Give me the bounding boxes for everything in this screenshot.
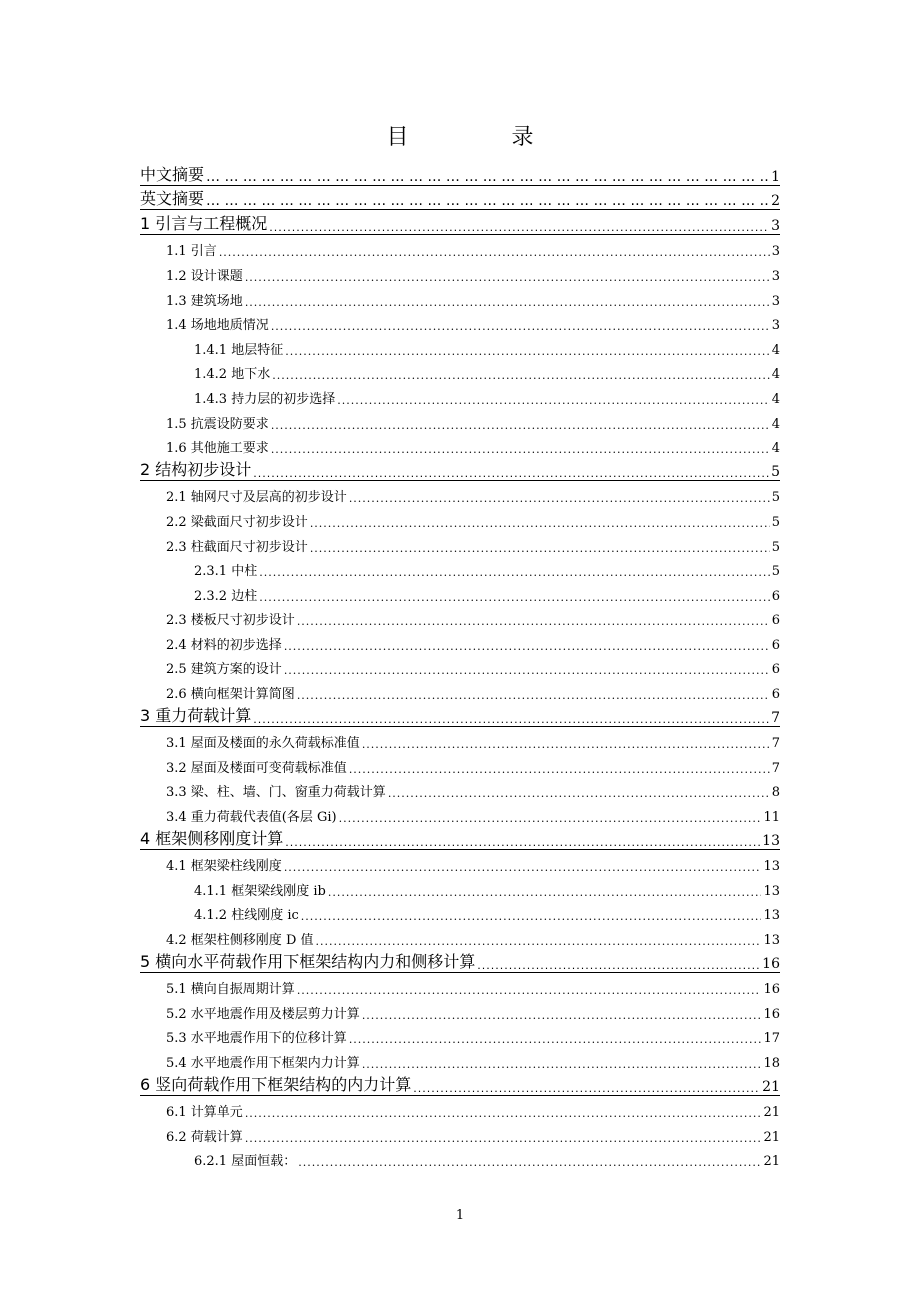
toc-entry-page: 5 xyxy=(771,463,780,480)
toc-entry[interactable] xyxy=(140,727,780,752)
toc-entry[interactable] xyxy=(140,1096,780,1121)
toc-entry[interactable] xyxy=(140,702,780,727)
toc-entry-title: 1.2 设计课题 xyxy=(166,268,243,284)
toc-entry[interactable] xyxy=(140,407,780,432)
toc-entry-title: 4.1.2 柱线刚度 ic xyxy=(194,908,299,924)
toc-dot-leader xyxy=(362,1009,762,1022)
toc-dot-leader xyxy=(245,296,770,309)
toc-entry-title: 6.1 计算单元 xyxy=(166,1105,243,1121)
toc-entry[interactable] xyxy=(140,825,780,850)
toc-entry[interactable] xyxy=(140,358,780,383)
toc-entry-title: 5.1 横向自振周期计算 xyxy=(166,982,295,998)
toc-dot-leader xyxy=(271,320,770,333)
toc-dot-leader xyxy=(259,566,770,579)
toc-entry[interactable] xyxy=(140,1022,780,1047)
toc-entry[interactable] xyxy=(140,628,780,653)
toc-dot-leader xyxy=(253,710,769,726)
toc-entry[interactable] xyxy=(140,555,780,580)
toc-entry-page: 4 xyxy=(771,441,780,457)
toc-dot-leader xyxy=(271,443,770,456)
toc-entry-page: 5 xyxy=(771,564,780,580)
toc-entry-page: 17 xyxy=(763,1031,780,1047)
toc-entry-page: 21 xyxy=(763,1129,780,1145)
toc-entry-page: 4 xyxy=(771,416,780,432)
toc-entry-title: 5.4 水平地震作用下框架内力计算 xyxy=(166,1055,360,1071)
toc-dot-leader xyxy=(298,1156,761,1169)
toc-dot-leader xyxy=(245,1132,762,1145)
toc-entry[interactable] xyxy=(140,284,780,309)
toc-entry-title: 2.6 横向框架计算简图 xyxy=(166,687,295,703)
toc-entry-page: 16 xyxy=(763,1006,780,1022)
toc-entry-title: 5 横向水平荷载作用下框架结构内力和侧移计算 xyxy=(140,951,476,971)
toc-entry-page: 1 xyxy=(771,168,780,185)
toc-entry-page: 4 xyxy=(771,367,780,383)
toc-entry-page: 6 xyxy=(771,662,780,678)
toc-entry[interactable] xyxy=(140,1145,780,1170)
toc-entry-page: 4 xyxy=(771,342,780,358)
toc-dot-leader xyxy=(245,271,770,284)
toc-entry-title: 1.4.3 持力层的初步选择 xyxy=(194,391,336,407)
toc-entry-title: 2 结构初步设计 xyxy=(140,459,252,479)
toc-entry-title: 4.2 框架柱侧移刚度 D 值 xyxy=(166,933,314,948)
toc-entry[interactable] xyxy=(140,530,780,555)
toc-entry-title: 1.6 其他施工要求 xyxy=(166,441,269,457)
toc-dot-leader xyxy=(219,246,770,259)
toc-entry[interactable] xyxy=(140,997,780,1022)
toc-entry-title: 2.3.2 边柱 xyxy=(194,588,258,604)
toc-entry-title: 4 框架侧移刚度计算 xyxy=(140,828,284,848)
toc-dot-leader xyxy=(297,689,770,702)
toc-entry-title: 1.4 场地地质情况 xyxy=(166,318,269,334)
toc-entry[interactable] xyxy=(140,505,780,530)
toc-entry-title: 5.2 水平地震作用及楼层剪力计算 xyxy=(166,1006,360,1022)
toc-entry[interactable] xyxy=(140,1046,780,1071)
toc-entry-page: 5 xyxy=(771,490,780,506)
toc-entry[interactable] xyxy=(140,456,780,481)
toc-entry-title: 中文摘要 xyxy=(140,164,205,184)
toc-entry-page: 2 xyxy=(771,193,780,210)
toc-dot-leader xyxy=(206,193,769,209)
toc-entry-page: 6 xyxy=(771,637,780,653)
toc-entry[interactable] xyxy=(140,235,780,260)
toc-entry-title: 3.1 屋面及楼面的永久荷载标准值 xyxy=(166,736,360,752)
toc-entry[interactable] xyxy=(140,382,780,407)
toc-entry[interactable] xyxy=(140,899,780,924)
toc-entry-page: 6 xyxy=(771,687,780,703)
toc-entry-page: 13 xyxy=(762,832,780,849)
toc-dot-leader xyxy=(349,492,770,505)
toc-dot-leader xyxy=(349,763,770,776)
toc-entry[interactable] xyxy=(140,259,780,284)
toc-entry-title: 3 重力荷载计算 xyxy=(140,705,252,725)
toc-entry-title: 2.3 柱截面尺寸初步设计 xyxy=(166,539,308,555)
toc-dot-leader xyxy=(284,664,770,677)
toc-entry-title: 3.2 屋面及楼面可变荷载标准值 xyxy=(166,760,347,776)
toc-entry-page: 21 xyxy=(763,1105,780,1121)
toc-entry[interactable] xyxy=(140,432,780,457)
toc-entry-title: 1 引言与工程概况 xyxy=(140,213,268,233)
toc-dot-leader xyxy=(388,787,770,800)
toc-entry-title: 3.3 梁、柱、墙、门、窗重力荷载计算 xyxy=(166,785,386,801)
toc-entry[interactable] xyxy=(140,850,780,875)
toc-dot-leader xyxy=(206,169,769,185)
table-of-contents xyxy=(140,161,780,1169)
toc-entry-title: 6.2 荷载计算 xyxy=(166,1129,243,1145)
toc-entry-page: 3 xyxy=(771,268,780,284)
toc-entry-page: 5 xyxy=(771,514,780,530)
toc-entry[interactable] xyxy=(140,973,780,998)
toc-dot-leader xyxy=(413,1079,760,1095)
toc-entry[interactable] xyxy=(140,874,780,899)
toc-dot-leader xyxy=(271,419,770,432)
toc-entry-page: 13 xyxy=(763,908,780,924)
toc-entry-page: 6 xyxy=(771,588,780,604)
toc-dot-leader xyxy=(349,1033,762,1046)
toc-entry[interactable] xyxy=(140,210,780,235)
toc-dot-leader xyxy=(259,591,770,604)
toc-entry[interactable] xyxy=(140,653,780,678)
toc-entry-page: 8 xyxy=(771,785,780,801)
page-number: 1 xyxy=(455,1208,465,1223)
toc-entry-page: 3 xyxy=(771,318,780,334)
toc-entry[interactable] xyxy=(140,948,780,973)
toc-entry-title: 2.1 轴网尺寸及层高的初步设计 xyxy=(166,490,347,506)
toc-entry-title: 2.3 楼板尺寸初步设计 xyxy=(166,613,295,629)
toc-entry[interactable] xyxy=(140,186,780,211)
toc-dot-leader xyxy=(284,861,762,874)
toc-dot-leader xyxy=(362,1058,762,1071)
toc-entry-title: 英文摘要 xyxy=(140,189,205,209)
toc-entry-page: 18 xyxy=(763,1055,780,1071)
toc-entry-title: 2.5 建筑方案的设计 xyxy=(166,662,282,678)
toc-dot-leader xyxy=(272,369,770,382)
toc-dot-leader xyxy=(297,984,762,997)
toc-entry-title: 2.2 梁截面尺寸初步设计 xyxy=(166,514,308,530)
toc-entry[interactable] xyxy=(140,579,780,604)
toc-entry-page: 21 xyxy=(763,1154,780,1170)
toc-entry-page: 5 xyxy=(771,539,780,555)
toc-entry[interactable] xyxy=(140,333,780,358)
toc-entry-page: 11 xyxy=(763,810,780,826)
toc-entry-title: 3.4 重力荷载代表值(各层 Gi) xyxy=(166,810,337,826)
toc-entry-page: 13 xyxy=(763,859,780,875)
toc-entry-title: 1.1 引言 xyxy=(166,244,217,260)
toc-entry-title: 2.4 材料的初步选择 xyxy=(166,637,282,653)
toc-entry[interactable] xyxy=(140,481,780,506)
toc-entry-title: 1.3 建筑场地 xyxy=(166,293,243,309)
toc-dot-leader xyxy=(328,886,762,899)
toc-entry-title: 1.4.2 地下水 xyxy=(194,367,271,383)
toc-entry-page: 7 xyxy=(771,736,780,752)
toc-entry-title: 4.1 框架梁柱线刚度 xyxy=(166,859,282,875)
toc-dot-leader xyxy=(339,812,762,825)
toc-entry-page: 13 xyxy=(763,883,780,899)
toc-entry-page: 3 xyxy=(771,217,780,234)
page-title: 目 录 xyxy=(386,125,582,150)
toc-dot-leader xyxy=(301,910,762,923)
toc-entry-page: 4 xyxy=(771,391,780,407)
toc-dot-leader xyxy=(477,956,760,972)
toc-entry[interactable] xyxy=(140,751,780,776)
toc-entry-title: 1.4.1 地层特征 xyxy=(194,342,284,358)
toc-dot-leader xyxy=(310,542,770,555)
toc-entry[interactable] xyxy=(140,776,780,801)
toc-entry[interactable] xyxy=(140,1071,780,1096)
toc-entry-page: 3 xyxy=(771,244,780,260)
toc-entry-page: 16 xyxy=(763,982,780,998)
toc-entry-page: 16 xyxy=(762,955,780,972)
toc-entry[interactable] xyxy=(140,1120,780,1145)
toc-dot-leader xyxy=(285,833,760,849)
toc-dot-leader xyxy=(253,464,769,480)
toc-entry-title: 4.1.1 框架梁线刚度 ib xyxy=(194,883,326,899)
toc-entry[interactable] xyxy=(140,309,780,334)
toc-entry-title: 5.3 水平地震作用下的位移计算 xyxy=(166,1031,347,1047)
toc-entry-title: 6.2.1 屋面恒载： xyxy=(194,1154,297,1170)
toc-entry-page: 7 xyxy=(771,760,780,776)
toc-dot-leader xyxy=(362,738,770,751)
toc-dot-leader xyxy=(284,640,770,653)
toc-entry-page: 3 xyxy=(771,293,780,309)
toc-dot-leader xyxy=(285,345,770,358)
toc-entry[interactable] xyxy=(140,604,780,629)
toc-entry-page: 21 xyxy=(762,1078,780,1095)
toc-entry[interactable] xyxy=(140,677,780,702)
toc-entry[interactable] xyxy=(140,161,780,186)
toc-dot-leader xyxy=(310,517,770,530)
toc-dot-leader xyxy=(269,218,769,234)
toc-entry-page: 7 xyxy=(771,709,780,726)
toc-entry-page: 6 xyxy=(771,613,780,629)
toc-entry[interactable] xyxy=(140,800,780,825)
toc-entry-title: 1.5 抗震设防要求 xyxy=(166,416,269,432)
toc-dot-leader xyxy=(337,394,770,407)
toc-entry[interactable] xyxy=(140,923,780,948)
toc-dot-leader xyxy=(316,935,762,948)
toc-entry-page: 13 xyxy=(763,933,780,948)
toc-entry-title: 2.3.1 中柱 xyxy=(194,564,258,580)
toc-dot-leader xyxy=(245,1107,762,1120)
toc-dot-leader xyxy=(297,615,770,628)
toc-entry-title: 6 竖向荷载作用下框架结构的内力计算 xyxy=(140,1074,412,1094)
